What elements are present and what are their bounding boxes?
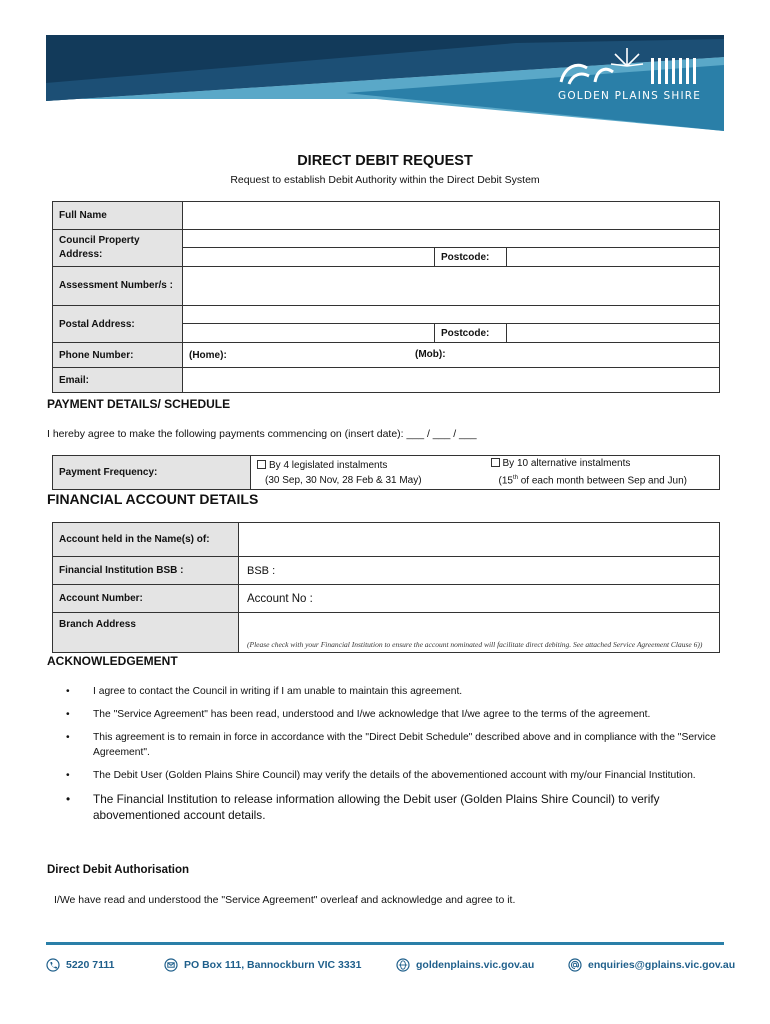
postal-address-field-1[interactable] — [183, 306, 720, 324]
option-10-line2: (15th of each month between Sep and Jun) — [498, 475, 687, 487]
acknowledgement-heading: ACKNOWLEDGEMENT — [47, 654, 178, 668]
footer-email-text: enquiries@gplains.vic.gov.au — [588, 959, 736, 971]
branch-address-label: Branch Address — [53, 613, 239, 653]
authorisation-text: I/We have read and understood the "Service Agreement" overleaf and acknowledge and agree to it. — [54, 894, 516, 906]
footer-website-text: goldenplains.vic.gov.au — [416, 959, 535, 971]
bullet-icon: • — [66, 686, 70, 697]
mobile-phone-label: (Mob): — [415, 349, 446, 360]
footer-phone-text: 5220 7111 — [66, 959, 115, 971]
account-number-field[interactable]: Account No : — [239, 585, 720, 613]
property-postcode-label: Postcode: — [435, 248, 507, 267]
home-phone-label: (Home): — [189, 349, 227, 361]
postal-postcode-field[interactable] — [507, 324, 720, 343]
account-name-field[interactable] — [239, 523, 720, 557]
footer-website[interactable] — [396, 958, 534, 972]
logo-text: GOLDEN PLAINS SHIRE — [558, 90, 702, 102]
authorisation-heading: Direct Debit Authorisation — [47, 864, 190, 876]
phone-number-field[interactable] — [183, 343, 720, 368]
property-address-field-1[interactable] — [183, 230, 720, 248]
footer-email[interactable] — [568, 958, 735, 972]
acknowledgement-list — [66, 684, 726, 831]
email-label: Email: — [53, 368, 183, 393]
footer-divider — [46, 942, 724, 945]
bsb-field[interactable]: BSB : — [239, 557, 720, 585]
assessment-number-label: Assessment Number/s : — [53, 267, 183, 306]
mail-icon — [164, 958, 178, 972]
page-title: DIRECT DEBIT REQUEST — [297, 153, 473, 169]
bullet-icon: • — [66, 770, 70, 781]
details-table — [52, 201, 720, 393]
bsb-label: Financial Institution BSB : — [53, 557, 239, 585]
list-item: • The Financial Institution to release information allowing the Debit user (Golden Plains Shire Council) to verify abovementioned account details. — [66, 792, 660, 822]
option-4-line2: (30 Sep, 30 Nov, 28 Feb & 31 May) — [265, 474, 422, 486]
property-address-label: Council Property Address: — [53, 230, 183, 267]
financial-table — [52, 522, 720, 653]
postal-postcode-label: Postcode: — [435, 324, 507, 343]
page-subtitle: Request to establish Debit Authority within the Direct Debit System — [230, 174, 540, 186]
email-field[interactable] — [183, 368, 720, 393]
option-4-instalments[interactable] — [251, 456, 485, 490]
assessment-number-field[interactable] — [183, 267, 720, 306]
option-4-line1: By 4 legislated instalments — [269, 459, 388, 471]
list-item: • This agreement is to remain in force in accordance with the "Direct Debit Schedule" described above and in compliance with the "Service Agreement". — [66, 732, 716, 758]
payment-frequency-label: Payment Frequency: — [53, 456, 251, 490]
list-item: • I agree to contact the Council in writing if I am unable to maintain this agreement. — [66, 686, 463, 697]
account-number-label: Account Number: — [53, 585, 239, 613]
phone-number-label: Phone Number: — [53, 343, 183, 368]
list-item: • The "Service Agreement" has been read, understood and I/we acknowledge that I/we agree to the terms of the agreement. — [66, 709, 651, 720]
list-item: • The Debit User (Golden Plains Shire Council) may verify the details of the abovementioned account with my/our Financial Institution. — [66, 770, 696, 781]
footer-address — [164, 958, 361, 972]
option-10-line1: By 10 alternative instalments — [502, 458, 631, 470]
checkbox-10-instalments[interactable] — [491, 458, 500, 467]
branch-address-note: (Please check with your Financial Institution to ensure the account nominated will facilitate direct debiting. See attached Service Agreement Clause 6)) — [239, 613, 720, 653]
footer-phone[interactable] — [46, 958, 114, 972]
bullet-icon: • — [66, 732, 70, 743]
option-10-instalments[interactable] — [485, 456, 720, 490]
payment-agree-text: I hereby agree to make the following payments commencing on (insert date): ___ / ___ / ___ — [47, 428, 477, 440]
phone-icon — [46, 958, 60, 972]
postal-address-label: Postal Address: — [53, 306, 183, 343]
payment-heading: PAYMENT DETAILS/ SCHEDULE — [47, 397, 231, 411]
bullet-icon: • — [66, 792, 71, 806]
at-sign-icon — [568, 958, 582, 972]
full-name-label: Full Name — [53, 202, 183, 230]
account-name-label: Account held in the Name(s) of: — [53, 523, 239, 557]
globe-icon — [396, 958, 410, 972]
property-postcode-field[interactable] — [507, 248, 720, 267]
bullet-icon: • — [66, 709, 70, 720]
property-address-field-2[interactable] — [183, 248, 435, 267]
footer-address-text: PO Box 111, Bannockburn VIC 3331 — [184, 959, 362, 971]
financial-heading: FINANCIAL ACCOUNT DETAILS — [47, 491, 259, 507]
payment-frequency-table — [52, 455, 720, 490]
postal-address-field-2[interactable] — [183, 324, 435, 343]
full-name-field[interactable] — [183, 202, 720, 230]
checkbox-4-instalments[interactable] — [257, 460, 266, 469]
